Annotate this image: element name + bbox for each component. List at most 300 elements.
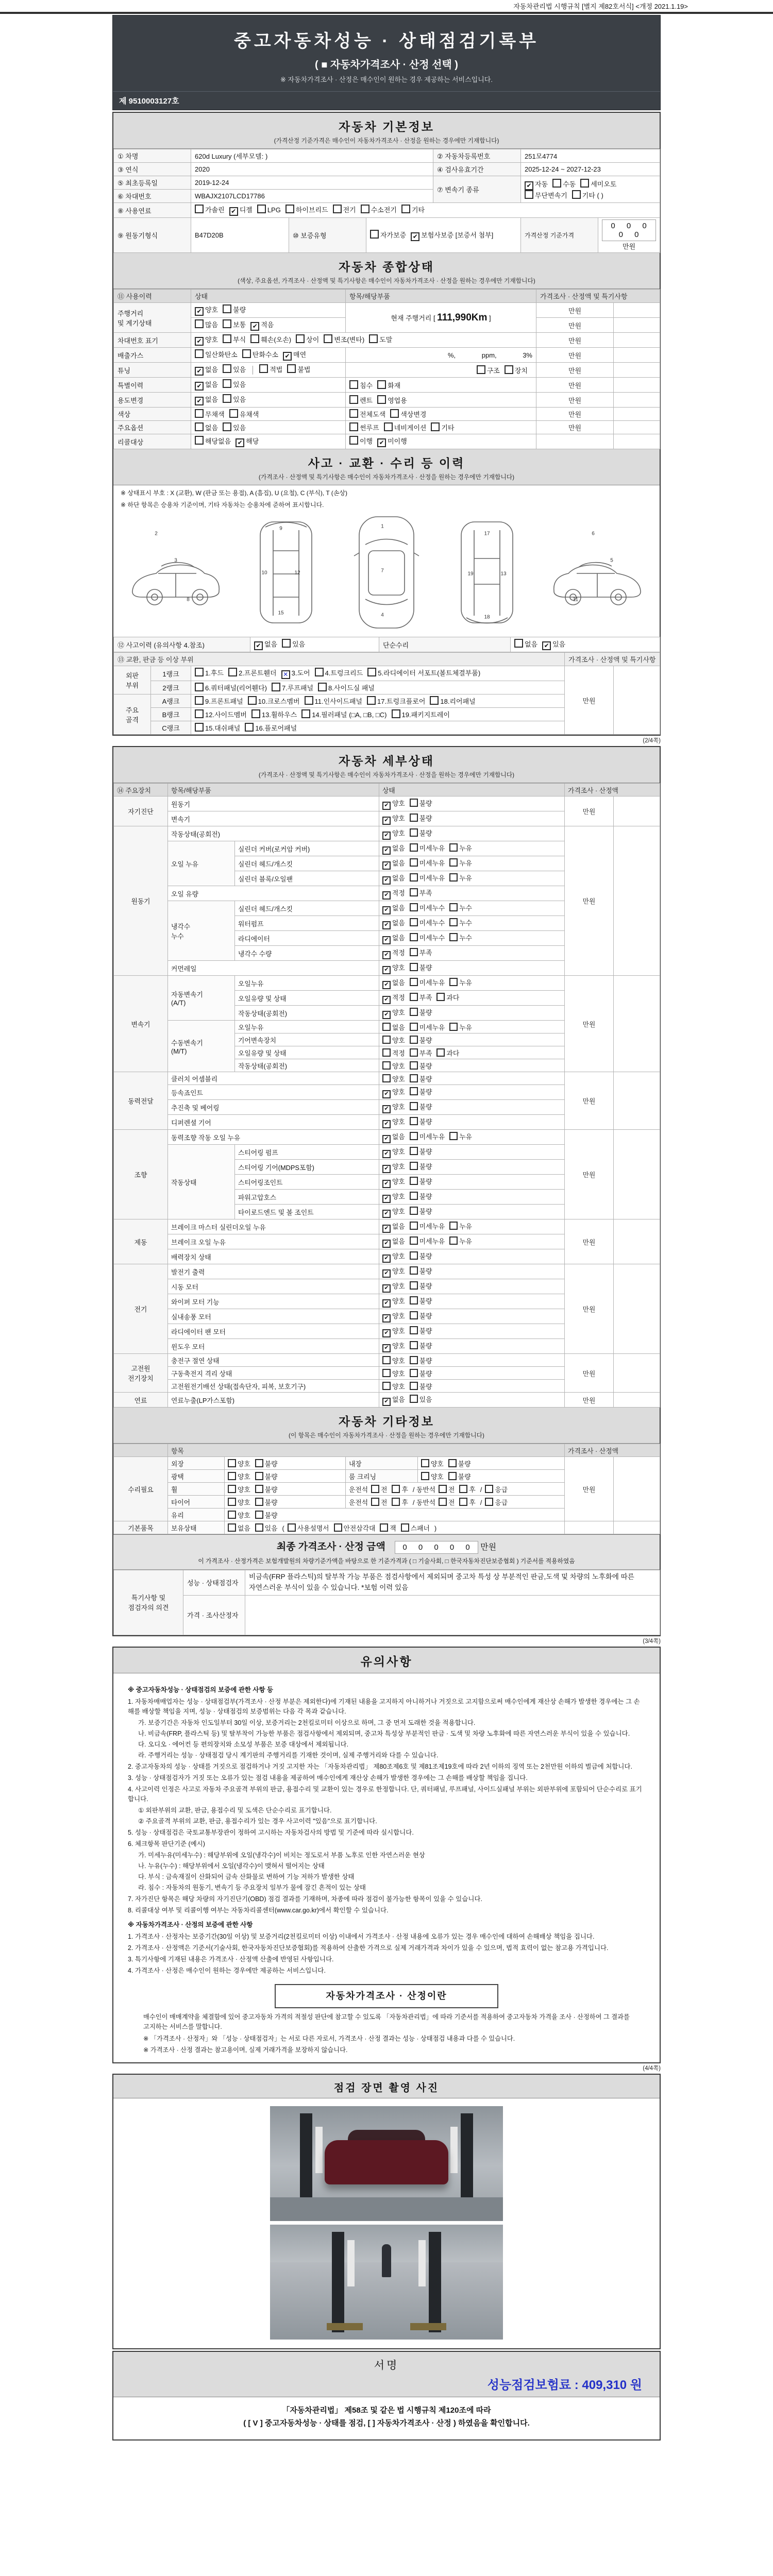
checkbox-option[interactable]	[195, 304, 218, 316]
checkbox-option[interactable]	[195, 334, 218, 346]
checkbox-icon[interactable]	[369, 334, 378, 343]
checkbox-option[interactable]	[195, 349, 238, 359]
checkbox-icon[interactable]	[382, 1011, 391, 1019]
checkbox-icon[interactable]	[449, 918, 458, 926]
checkbox-option[interactable]	[361, 205, 397, 214]
checkbox-option[interactable]	[228, 1523, 250, 1533]
checkbox-icon[interactable]	[542, 641, 551, 650]
checkbox-option[interactable]	[382, 1022, 405, 1032]
checkbox-icon[interactable]	[382, 1382, 391, 1390]
checkbox-icon[interactable]	[439, 1485, 447, 1493]
checkbox-icon[interactable]	[250, 322, 259, 331]
checkbox-icon[interactable]	[228, 668, 237, 676]
checkbox-option[interactable]	[410, 813, 432, 823]
checkbox-icon[interactable]	[449, 978, 458, 986]
checkbox-icon[interactable]	[382, 1356, 391, 1364]
checkbox-icon[interactable]	[392, 1485, 400, 1493]
checkbox-option[interactable]	[195, 723, 240, 733]
checkbox-option[interactable]	[349, 395, 373, 405]
checkbox-icon[interactable]	[195, 668, 204, 676]
checkbox-option[interactable]	[228, 1484, 250, 1494]
checkbox-icon[interactable]	[390, 409, 399, 418]
checkbox-icon[interactable]	[410, 1369, 418, 1377]
checkbox-option[interactable]	[242, 349, 278, 359]
checkbox-option[interactable]	[410, 1061, 432, 1071]
checkbox-icon[interactable]	[392, 1498, 400, 1506]
checkbox-option[interactable]	[369, 334, 392, 344]
checkbox-icon[interactable]	[449, 1132, 458, 1140]
checkbox-option[interactable]	[410, 947, 432, 957]
checkbox-option[interactable]	[459, 1497, 475, 1507]
checkbox-icon[interactable]	[449, 1236, 458, 1245]
checkbox-icon[interactable]	[195, 709, 204, 718]
checkbox-option[interactable]	[259, 364, 282, 374]
checkbox-icon[interactable]	[382, 846, 391, 855]
checkbox-option[interactable]	[410, 1394, 432, 1404]
checkbox-icon[interactable]	[195, 683, 204, 691]
checkbox-option[interactable]	[382, 1368, 405, 1378]
checkbox-icon[interactable]	[410, 1326, 418, 1334]
checkbox-icon[interactable]	[401, 1523, 409, 1532]
checkbox-option[interactable]	[382, 1206, 405, 1218]
checkbox-icon[interactable]	[449, 933, 458, 941]
checkbox-icon[interactable]	[410, 1251, 418, 1260]
checkbox-option[interactable]	[382, 947, 405, 959]
checkbox-option[interactable]	[382, 977, 405, 989]
checkbox-icon[interactable]	[382, 876, 391, 885]
checkbox-icon[interactable]	[228, 1459, 236, 1467]
checkbox-icon[interactable]	[572, 190, 581, 199]
checkbox-option[interactable]	[410, 798, 432, 808]
checkbox-option[interactable]	[410, 828, 432, 838]
checkbox-icon[interactable]	[195, 382, 204, 391]
checkbox-option[interactable]	[410, 1341, 432, 1350]
checkbox-icon[interactable]	[371, 1498, 379, 1506]
checkbox-icon[interactable]	[449, 843, 458, 852]
checkbox-option[interactable]	[367, 668, 480, 677]
checkbox-option[interactable]	[410, 873, 445, 883]
checkbox-icon[interactable]	[255, 1523, 263, 1532]
checkbox-option[interactable]	[223, 394, 246, 404]
checkbox-option[interactable]	[410, 888, 432, 897]
checkbox-icon[interactable]	[410, 1117, 418, 1125]
checkbox-icon[interactable]	[552, 179, 561, 188]
checkbox-option[interactable]	[195, 436, 231, 446]
checkbox-option[interactable]	[390, 409, 426, 419]
checkbox-option[interactable]	[401, 1523, 430, 1533]
checkbox-icon[interactable]	[410, 1266, 418, 1275]
checkbox-option[interactable]	[392, 1497, 408, 1507]
checkbox-option[interactable]	[282, 639, 305, 649]
checkbox-option[interactable]	[382, 1296, 405, 1308]
checkbox-option[interactable]	[255, 1497, 278, 1507]
checkbox-icon[interactable]	[382, 1090, 391, 1098]
checkbox-icon[interactable]	[195, 307, 204, 316]
checkbox-icon[interactable]	[195, 422, 204, 431]
checkbox-icon[interactable]	[195, 337, 204, 346]
checkbox-icon[interactable]	[459, 1485, 467, 1493]
checkbox-icon[interactable]	[223, 394, 231, 403]
checkbox-icon[interactable]	[410, 858, 418, 867]
checkbox-icon[interactable]	[349, 436, 358, 445]
checkbox-option[interactable]	[195, 409, 225, 419]
checkbox-option[interactable]	[514, 639, 537, 649]
checkbox-option[interactable]	[382, 798, 405, 810]
checkbox-icon[interactable]	[272, 683, 280, 691]
checkbox-option[interactable]	[255, 1484, 278, 1494]
checkbox-option[interactable]	[223, 334, 246, 344]
checkbox-icon[interactable]	[195, 723, 204, 732]
checkbox-option[interactable]	[382, 1394, 405, 1406]
checkbox-icon[interactable]	[382, 1210, 391, 1218]
checkbox-option[interactable]	[410, 1206, 432, 1216]
checkbox-icon[interactable]	[254, 641, 263, 650]
checkbox-icon[interactable]	[384, 422, 393, 431]
checkbox-icon[interactable]	[382, 802, 391, 810]
checkbox-icon[interactable]	[448, 1472, 457, 1480]
checkbox-option[interactable]	[223, 319, 246, 329]
checkbox-option[interactable]	[296, 334, 319, 344]
checkbox-option[interactable]	[195, 422, 218, 432]
checkbox-icon[interactable]	[439, 1498, 447, 1506]
checkbox-option[interactable]	[410, 933, 445, 942]
checkbox-icon[interactable]	[410, 1311, 418, 1319]
checkbox-icon[interactable]	[410, 1207, 418, 1215]
checkbox-icon[interactable]	[410, 799, 418, 807]
checkbox-icon[interactable]	[382, 1369, 391, 1377]
checkbox-icon[interactable]	[410, 993, 418, 1001]
checkbox-option[interactable]	[305, 696, 362, 706]
checkbox-icon[interactable]	[410, 1061, 418, 1070]
checkbox-icon[interactable]	[410, 1341, 418, 1349]
checkbox-icon[interactable]	[410, 1023, 418, 1031]
checkbox-option[interactable]	[449, 903, 472, 912]
checkbox-icon[interactable]	[410, 1281, 418, 1290]
checkbox-icon[interactable]	[436, 993, 445, 1001]
checkbox-option[interactable]	[349, 422, 379, 432]
checkbox-icon[interactable]	[410, 828, 418, 837]
checkbox-option[interactable]	[392, 709, 450, 719]
checkbox-option[interactable]	[410, 1087, 432, 1096]
checkbox-icon[interactable]	[401, 205, 410, 213]
checkbox-option[interactable]	[228, 668, 277, 677]
checkbox-icon[interactable]	[431, 422, 440, 431]
checkbox-option[interactable]	[410, 843, 445, 853]
checkbox-option[interactable]	[382, 1176, 405, 1188]
checkbox-icon[interactable]	[382, 981, 391, 989]
checkbox-option[interactable]	[223, 364, 246, 374]
checkbox-option[interactable]	[525, 179, 548, 190]
checkbox-icon[interactable]	[382, 1299, 391, 1308]
checkbox-option[interactable]	[382, 1236, 405, 1248]
checkbox-icon[interactable]	[410, 918, 418, 926]
checkbox-option[interactable]	[377, 436, 407, 447]
checkbox-option[interactable]	[382, 873, 405, 885]
checkbox-option[interactable]	[382, 843, 405, 855]
checkbox-icon[interactable]	[255, 1511, 263, 1519]
checkbox-option[interactable]	[384, 422, 427, 432]
checkbox-option[interactable]	[436, 992, 459, 1002]
checkbox-option[interactable]	[236, 436, 259, 447]
checkbox-option[interactable]	[449, 843, 472, 853]
checkbox-icon[interactable]	[382, 1344, 391, 1352]
checkbox-option[interactable]	[254, 639, 277, 650]
checkbox-option[interactable]	[382, 962, 405, 974]
checkbox-option[interactable]	[195, 696, 243, 706]
checkbox-icon[interactable]	[514, 639, 523, 648]
checkbox-icon[interactable]	[382, 906, 391, 914]
checkbox-option[interactable]	[410, 1176, 432, 1186]
checkbox-icon[interactable]	[392, 709, 400, 718]
checkbox-option[interactable]	[449, 1131, 472, 1141]
checkbox-icon[interactable]	[382, 832, 391, 840]
checkbox-option[interactable]	[410, 977, 445, 987]
checkbox-icon[interactable]	[367, 668, 376, 676]
checkbox-option[interactable]	[410, 1035, 432, 1045]
checkbox-icon[interactable]	[228, 1523, 236, 1532]
checkbox-icon[interactable]	[382, 1036, 391, 1044]
checkbox-icon[interactable]	[410, 1132, 418, 1140]
checkbox-option[interactable]	[287, 364, 310, 374]
checkbox-icon[interactable]	[382, 1135, 391, 1143]
checkbox-icon[interactable]	[580, 179, 589, 188]
checkbox-option[interactable]	[382, 858, 405, 870]
checkbox-icon[interactable]	[195, 205, 204, 213]
checkbox-icon[interactable]	[195, 349, 204, 358]
checkbox-icon[interactable]	[410, 1296, 418, 1304]
checkbox-option[interactable]	[245, 723, 297, 733]
checkbox-icon[interactable]	[195, 409, 204, 418]
checkbox-icon[interactable]	[283, 352, 292, 361]
checkbox-option[interactable]	[382, 1161, 405, 1173]
checkbox-option[interactable]	[228, 1471, 250, 1481]
checkbox-option[interactable]	[382, 903, 405, 914]
checkbox-icon[interactable]	[382, 1269, 391, 1278]
checkbox-option[interactable]	[459, 1484, 475, 1494]
checkbox-icon[interactable]	[410, 1395, 418, 1403]
checkbox-icon[interactable]	[382, 1074, 391, 1082]
checkbox-option[interactable]	[382, 1087, 405, 1098]
checkbox-icon[interactable]	[382, 1398, 391, 1406]
checkbox-option[interactable]	[421, 1459, 444, 1468]
checkbox-option[interactable]	[301, 709, 386, 719]
checkbox-icon[interactable]	[334, 1523, 342, 1532]
checkbox-option[interactable]	[371, 1484, 387, 1494]
checkbox-option[interactable]	[410, 858, 445, 868]
checkbox-option[interactable]	[382, 1074, 405, 1083]
checkbox-icon[interactable]	[410, 1177, 418, 1185]
checkbox-icon[interactable]	[324, 334, 332, 343]
checkbox-option[interactable]	[229, 409, 259, 419]
checkbox-icon[interactable]	[410, 1102, 418, 1110]
checkbox-icon[interactable]	[349, 422, 358, 431]
checkbox-option[interactable]	[318, 683, 375, 692]
checkbox-option[interactable]	[485, 1484, 508, 1494]
checkbox-option[interactable]	[195, 205, 225, 214]
checkbox-option[interactable]	[195, 379, 218, 391]
checkbox-option[interactable]	[382, 813, 405, 825]
checkbox-option[interactable]	[382, 1007, 405, 1019]
checkbox-icon[interactable]	[349, 380, 358, 389]
checkbox-option[interactable]	[410, 1381, 432, 1391]
checkbox-icon[interactable]	[229, 409, 238, 418]
checkbox-icon[interactable]	[382, 966, 391, 974]
checkbox-icon[interactable]	[195, 367, 204, 376]
checkbox-option[interactable]	[370, 230, 406, 240]
checkbox-icon[interactable]	[430, 696, 439, 705]
checkbox-option[interactable]	[410, 903, 445, 912]
checkbox-option[interactable]	[382, 1035, 405, 1045]
checkbox-option[interactable]	[410, 1326, 432, 1335]
checkbox-option[interactable]	[377, 380, 400, 390]
checkbox-option[interactable]	[367, 696, 425, 706]
checkbox-icon[interactable]	[382, 1023, 391, 1031]
checkbox-icon[interactable]	[449, 873, 458, 882]
checkbox-icon[interactable]	[382, 1195, 391, 1203]
checkbox-option[interactable]	[410, 1368, 432, 1378]
checkbox-icon[interactable]	[349, 409, 358, 418]
checkbox-icon[interactable]	[377, 380, 386, 389]
checkbox-icon[interactable]	[382, 1120, 391, 1128]
checkbox-icon[interactable]	[382, 1061, 391, 1070]
checkbox-option[interactable]	[382, 1146, 405, 1158]
checkbox-option[interactable]	[439, 1497, 455, 1507]
checkbox-icon[interactable]	[223, 334, 231, 343]
checkbox-option[interactable]	[228, 1459, 250, 1468]
checkbox-option[interactable]	[382, 888, 405, 900]
checkbox-icon[interactable]	[242, 349, 251, 358]
checkbox-icon[interactable]	[349, 395, 358, 404]
checkbox-option[interactable]	[382, 1221, 405, 1233]
checkbox-icon[interactable]	[410, 1008, 418, 1016]
checkbox-option[interactable]	[223, 379, 246, 389]
checkbox-option[interactable]	[288, 1523, 329, 1533]
checkbox-option[interactable]	[448, 1459, 471, 1468]
checkbox-option[interactable]	[255, 1510, 278, 1520]
checkbox-icon[interactable]	[410, 933, 418, 941]
checkbox-icon[interactable]	[377, 395, 386, 404]
checkbox-option[interactable]	[410, 1355, 432, 1365]
checkbox-icon[interactable]	[229, 207, 238, 216]
checkbox-option[interactable]	[410, 1281, 432, 1291]
checkbox-icon[interactable]	[525, 190, 533, 199]
checkbox-option[interactable]	[410, 1131, 445, 1141]
checkbox-icon[interactable]	[410, 903, 418, 911]
checkbox-icon[interactable]	[361, 205, 369, 213]
checkbox-option[interactable]	[410, 1007, 432, 1017]
checkbox-icon[interactable]	[382, 1165, 391, 1173]
checkbox-option[interactable]	[410, 1311, 432, 1320]
checkbox-icon[interactable]	[257, 205, 266, 213]
checkbox-icon[interactable]	[285, 205, 294, 213]
checkbox-option[interactable]	[410, 1221, 445, 1231]
checkbox-option[interactable]	[223, 422, 246, 432]
checkbox-option[interactable]	[371, 1497, 387, 1507]
checkbox-option[interactable]	[195, 683, 267, 692]
checkbox-icon[interactable]	[255, 1459, 263, 1467]
checkbox-option[interactable]	[449, 1022, 472, 1032]
checkbox-option[interactable]	[410, 1022, 445, 1032]
checkbox-icon[interactable]	[382, 1180, 391, 1188]
checkbox-option[interactable]	[525, 190, 567, 200]
checkbox-icon[interactable]	[421, 1472, 429, 1480]
checkbox-option[interactable]	[382, 1266, 405, 1278]
checkbox-icon[interactable]	[410, 1382, 418, 1390]
checkbox-icon[interactable]	[410, 1356, 418, 1364]
checkbox-option[interactable]	[410, 1296, 432, 1306]
checkbox-option[interactable]	[255, 1523, 278, 1533]
checkbox-option[interactable]	[195, 319, 218, 329]
checkbox-icon[interactable]	[228, 1472, 236, 1480]
checkbox-option[interactable]	[195, 364, 218, 376]
checkbox-icon[interactable]	[228, 1511, 236, 1519]
checkbox-icon[interactable]	[259, 364, 268, 373]
checkbox-icon[interactable]	[250, 334, 259, 343]
checkbox-option[interactable]	[333, 205, 356, 214]
checkbox-option[interactable]	[392, 1484, 408, 1494]
checkbox-option[interactable]	[250, 319, 274, 331]
checkbox-option[interactable]	[382, 1191, 405, 1203]
checkbox-option[interactable]	[410, 992, 432, 1002]
checkbox-option[interactable]	[552, 179, 576, 189]
checkbox-icon[interactable]	[459, 1498, 467, 1506]
checkbox-icon[interactable]	[370, 230, 379, 239]
checkbox-option[interactable]	[251, 709, 297, 719]
checkbox-option[interactable]	[449, 1221, 472, 1231]
checkbox-icon[interactable]	[371, 1485, 379, 1493]
checkbox-icon[interactable]	[333, 205, 342, 213]
checkbox-option[interactable]	[349, 436, 373, 446]
checkbox-option[interactable]	[349, 409, 385, 419]
checkbox-icon[interactable]	[382, 1329, 391, 1337]
checkbox-icon[interactable]	[410, 1074, 418, 1082]
checkbox-option[interactable]	[255, 1459, 278, 1468]
checkbox-icon[interactable]	[505, 365, 513, 374]
checkbox-option[interactable]	[223, 304, 246, 314]
checkbox-icon[interactable]	[410, 843, 418, 852]
checkbox-option[interactable]	[324, 334, 364, 344]
checkbox-option[interactable]	[401, 205, 425, 214]
checkbox-icon[interactable]	[305, 696, 313, 705]
checkbox-icon[interactable]	[449, 1023, 458, 1031]
checkbox-icon[interactable]	[525, 181, 533, 190]
checkbox-option[interactable]	[349, 380, 373, 390]
checkbox-option[interactable]	[382, 1281, 405, 1293]
checkbox-option[interactable]	[257, 205, 281, 214]
checkbox-option[interactable]	[449, 858, 472, 868]
checkbox-option[interactable]	[250, 334, 291, 344]
checkbox-icon[interactable]	[382, 1284, 391, 1293]
checkbox-icon[interactable]	[382, 936, 391, 944]
checkbox-option[interactable]	[285, 205, 328, 214]
checkbox-option[interactable]	[439, 1484, 455, 1494]
checkbox-icon[interactable]	[410, 873, 418, 882]
checkbox-option[interactable]	[410, 1236, 445, 1246]
checkbox-option[interactable]	[430, 696, 475, 706]
checkbox-icon[interactable]	[410, 1048, 418, 1057]
checkbox-option[interactable]	[448, 1471, 471, 1481]
checkbox-icon[interactable]	[382, 1255, 391, 1263]
checkbox-icon[interactable]	[248, 696, 257, 705]
checkbox-option[interactable]	[477, 365, 500, 375]
checkbox-icon[interactable]	[382, 1048, 391, 1057]
checkbox-option[interactable]	[228, 1497, 250, 1507]
checkbox-option[interactable]	[449, 918, 472, 927]
checkbox-option[interactable]	[382, 1355, 405, 1365]
checkbox-icon[interactable]	[436, 1048, 445, 1057]
checkbox-option[interactable]	[411, 230, 493, 241]
checkbox-icon[interactable]	[382, 921, 391, 929]
